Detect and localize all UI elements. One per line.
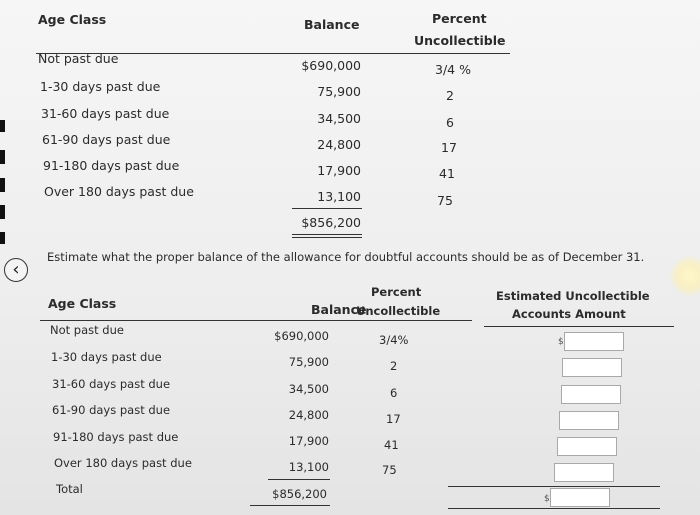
ans-amount-input[interactable] [564,332,624,351]
top-row-label: 61-90 days past due [42,132,171,147]
edge-bar [0,120,5,132]
top-row-balance: 24,800 [317,137,361,152]
top-total-balance: $856,200 [301,215,361,230]
top-row-balance: 34,500 [317,111,361,126]
ans-row-percent: 2 [390,359,398,373]
ans-row-percent: 3/4% [379,333,409,347]
ans-amount-input[interactable] [559,411,619,430]
ans-amount-input[interactable] [557,437,617,456]
ans-row-balance: $690,000 [274,329,329,343]
ans-header-estimated: Estimated Uncollectible [496,289,650,303]
ans-row-currency: $ [558,337,564,347]
ans-total-currency: $ [544,494,550,504]
edge-bar [0,205,5,219]
top-row-balance: 75,900 [317,84,361,99]
ans-row-balance: 34,500 [288,382,329,396]
top-row-label: 91-180 days past due [43,158,180,173]
ans-amount-input[interactable] [561,385,621,404]
light-glare [670,256,700,296]
top-header-uncollectible: Uncollectible [414,33,506,48]
ans-total-double-rule [250,505,330,506]
top-header-age-class: Age Class [38,12,107,27]
top-row-percent: 6 [446,115,454,130]
ans-total-balance: $856,200 [272,487,327,501]
ans-row-label: 31-60 days past due [52,377,171,391]
ans-row-percent: 17 [386,412,401,426]
edge-bar [0,178,5,192]
ans-total-label: Total [56,482,83,496]
top-row-label: 31-60 days past due [41,106,170,121]
top-header-percent: Percent [432,11,487,26]
ans-amount-input[interactable] [562,358,622,377]
ans-row-percent: 41 [384,438,399,452]
ans-header-uncollectible: Uncollectible [356,304,441,318]
ans-row-balance: 75,900 [288,355,329,369]
ans-header-accounts-amount: Accounts Amount [512,307,626,321]
ans-row-percent: 75 [382,463,397,477]
top-header-balance: Balance [304,17,360,32]
ans-total-double-rule-right [448,508,660,509]
top-total-double-rule [292,234,362,235]
ans-header-percent: Percent [371,285,422,299]
edge-bar [0,150,5,164]
top-row-percent: 3/4 % [435,62,471,77]
edge-bar [0,232,5,244]
top-row-label: 1-30 days past due [40,79,161,94]
top-row-percent: 41 [439,166,455,181]
chevron-left-icon[interactable]: ‹ [4,258,28,282]
top-row-percent: 2 [446,88,454,103]
top-row-percent: 17 [441,140,457,155]
top-row-percent: 75 [437,193,453,208]
ans-row-label: 1-30 days past due [51,350,162,364]
top-row-label: Not past due [38,51,119,66]
ans-row-label: Not past due [50,323,124,337]
ans-row-balance: 24,800 [288,408,329,422]
top-row-label: Over 180 days past due [44,184,194,199]
ans-header-balance: Balance [311,302,367,317]
top-total-double-rule [292,237,362,238]
top-row-balance: $690,000 [301,58,361,73]
ans-total-rule [268,479,330,480]
ans-row-balance: 17,900 [288,434,329,448]
ans-row-label: 91-180 days past due [53,430,179,444]
ans-total-amount-input[interactable] [550,488,610,507]
ans-header-age-class: Age Class [48,296,117,311]
ans-row-label: Over 180 days past due [54,456,192,470]
instruction-text: Estimate what the proper balance of the allowance for doubtful accounts should be as of December 31. [47,250,645,264]
top-row-balance: 13,100 [317,189,361,204]
ans-header-rule-right [484,326,674,327]
ans-row-label: 61-90 days past due [52,403,171,417]
ans-total-rule-right [448,486,660,487]
top-total-rule [292,208,362,209]
ans-row-percent: 6 [390,386,398,400]
ans-amount-input[interactable] [554,463,614,482]
ans-header-rule [40,320,472,321]
top-row-balance: 17,900 [317,163,361,178]
ans-row-balance: 13,100 [288,460,329,474]
